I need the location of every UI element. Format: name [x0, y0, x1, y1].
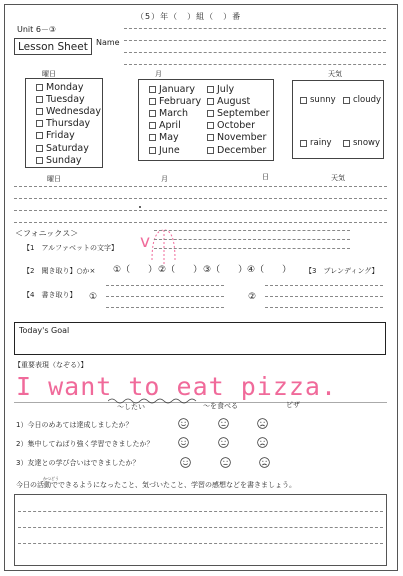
question-3: 3）友達との学び合いはできましたか？: [16, 459, 140, 467]
name-line-3: [124, 52, 386, 53]
date-weather-label: 天気: [331, 174, 345, 182]
name-label: Name: [96, 38, 120, 47]
days-label: 曜日: [42, 70, 56, 78]
day-option[interactable]: Friday: [36, 130, 102, 142]
todays-goal-label: Today's Goal: [19, 326, 70, 335]
happy-face-icon[interactable]: [178, 437, 189, 448]
answer-slot-2[interactable]: ②（ ）: [158, 265, 203, 275]
month-option[interactable]: July: [207, 83, 270, 95]
weather-option-rainy[interactable]: rainy: [300, 138, 331, 148]
neutral-face-icon[interactable]: [220, 457, 231, 468]
happy-face-icon[interactable]: [180, 457, 191, 468]
reflection-line: [18, 527, 383, 528]
month-option[interactable]: February: [149, 95, 201, 107]
day-option[interactable]: Wednesday: [36, 105, 102, 117]
month-option[interactable]: March: [149, 107, 201, 119]
date-line-4: [14, 222, 387, 223]
weather-option-sunny[interactable]: sunny: [300, 95, 336, 105]
date-date-label: 日: [262, 173, 269, 181]
months-box: [138, 79, 274, 161]
date-line-1: [14, 186, 387, 187]
days-box: [25, 78, 103, 168]
weather-box: [292, 80, 384, 159]
month-option[interactable]: December: [207, 144, 270, 156]
letter-line-3: [154, 248, 350, 249]
day-option[interactable]: Thursday: [36, 118, 102, 130]
month-option[interactable]: August: [207, 95, 270, 107]
traced-sentence: I want to eat pizza.: [16, 372, 338, 401]
gloss-pizza: ピザ: [286, 401, 300, 409]
unit-label: Unit 6－③: [17, 25, 57, 34]
dictation-line-2a: [265, 285, 383, 286]
phonics-title: ＜フォニックス＞: [15, 229, 79, 238]
dictation-number-1: ①: [89, 292, 98, 302]
answer-slot-3[interactable]: ③（ ）: [203, 265, 248, 275]
gloss-eat: ～を食べる: [203, 402, 238, 410]
reflection-ruby: かつどう: [43, 476, 59, 481]
answer-slot-4[interactable]: ④（ ）: [247, 265, 292, 275]
reflection-box[interactable]: [14, 494, 387, 566]
dictation-line-2c: [265, 307, 383, 308]
dictation-line-1a: [106, 285, 224, 286]
day-option[interactable]: Tuesday: [36, 93, 102, 105]
day-option[interactable]: Monday: [36, 81, 102, 93]
weather-option-cloudy[interactable]: cloudy: [343, 95, 381, 105]
month-option[interactable]: January: [149, 83, 201, 95]
months-label: 月: [155, 70, 162, 78]
month-option[interactable]: September: [207, 107, 270, 119]
todays-goal-box[interactable]: [14, 322, 386, 355]
neutral-face-icon[interactable]: [218, 437, 229, 448]
date-month-label: 月: [161, 175, 168, 183]
expression-baseline: [14, 402, 387, 403]
title: Lesson Sheet: [14, 38, 92, 55]
name-line-2: [124, 40, 386, 41]
reflection-line: [18, 543, 383, 544]
weather-option-snowy[interactable]: snowy: [343, 138, 380, 148]
handwritten-letter: v: [140, 232, 151, 252]
happy-face-icon[interactable]: [178, 418, 189, 429]
letter-line-1: [154, 230, 350, 231]
phonics-section-3: 【3 ブレンディング】: [305, 267, 379, 275]
grade-class-number: （5）年（ ）組（ ）番: [136, 12, 242, 21]
expression-label: 【重要表現（なぞる）】: [14, 361, 88, 369]
dictation-number-2: ②: [248, 292, 257, 302]
dictation-line-1c: [106, 307, 224, 308]
dictation-line-2b: [265, 296, 383, 297]
month-option[interactable]: October: [207, 120, 270, 132]
question-2: 2）集中してねばり強く学習できましたか？: [16, 440, 154, 448]
date-line-2: [14, 198, 387, 199]
date-line-3: [14, 210, 387, 211]
month-option[interactable]: November: [207, 132, 270, 144]
phonics-section-4: 【4 書き取り】: [23, 291, 77, 299]
name-line-4: [124, 64, 386, 65]
question-1: 1）今日のめあては達成しましたか？: [16, 421, 133, 429]
month-option[interactable]: May: [149, 132, 201, 144]
reflection-prompt: 今日の活動でできるようになったこと、気づいたこと、学習の感想などを書きましょう。: [16, 481, 296, 489]
month-option[interactable]: April: [149, 120, 201, 132]
sad-face-icon[interactable]: [257, 418, 268, 429]
letter-line-2: [154, 239, 350, 240]
phonics-section-1: 【1 アルファベットの文字】: [23, 244, 119, 252]
reflection-line: [18, 511, 383, 512]
phonics-section-2: 【2 聞き取り】○か×: [23, 267, 96, 275]
neutral-face-icon[interactable]: [218, 418, 229, 429]
gloss-want: ～したい: [117, 403, 145, 411]
date-day-label: 曜日: [47, 175, 61, 183]
day-option[interactable]: Sunday: [36, 154, 102, 166]
day-option[interactable]: Saturday: [36, 142, 102, 154]
sad-face-icon[interactable]: [257, 437, 268, 448]
dot-mark: [139, 206, 141, 208]
dictation-line-1b: [106, 296, 224, 297]
answer-slot-1[interactable]: ①（ ）: [113, 265, 158, 275]
month-option[interactable]: June: [149, 144, 201, 156]
weather-label: 天気: [328, 70, 342, 78]
name-line-1: [124, 28, 386, 29]
sad-face-icon[interactable]: [259, 457, 270, 468]
letter-trace-guide: [148, 226, 178, 266]
